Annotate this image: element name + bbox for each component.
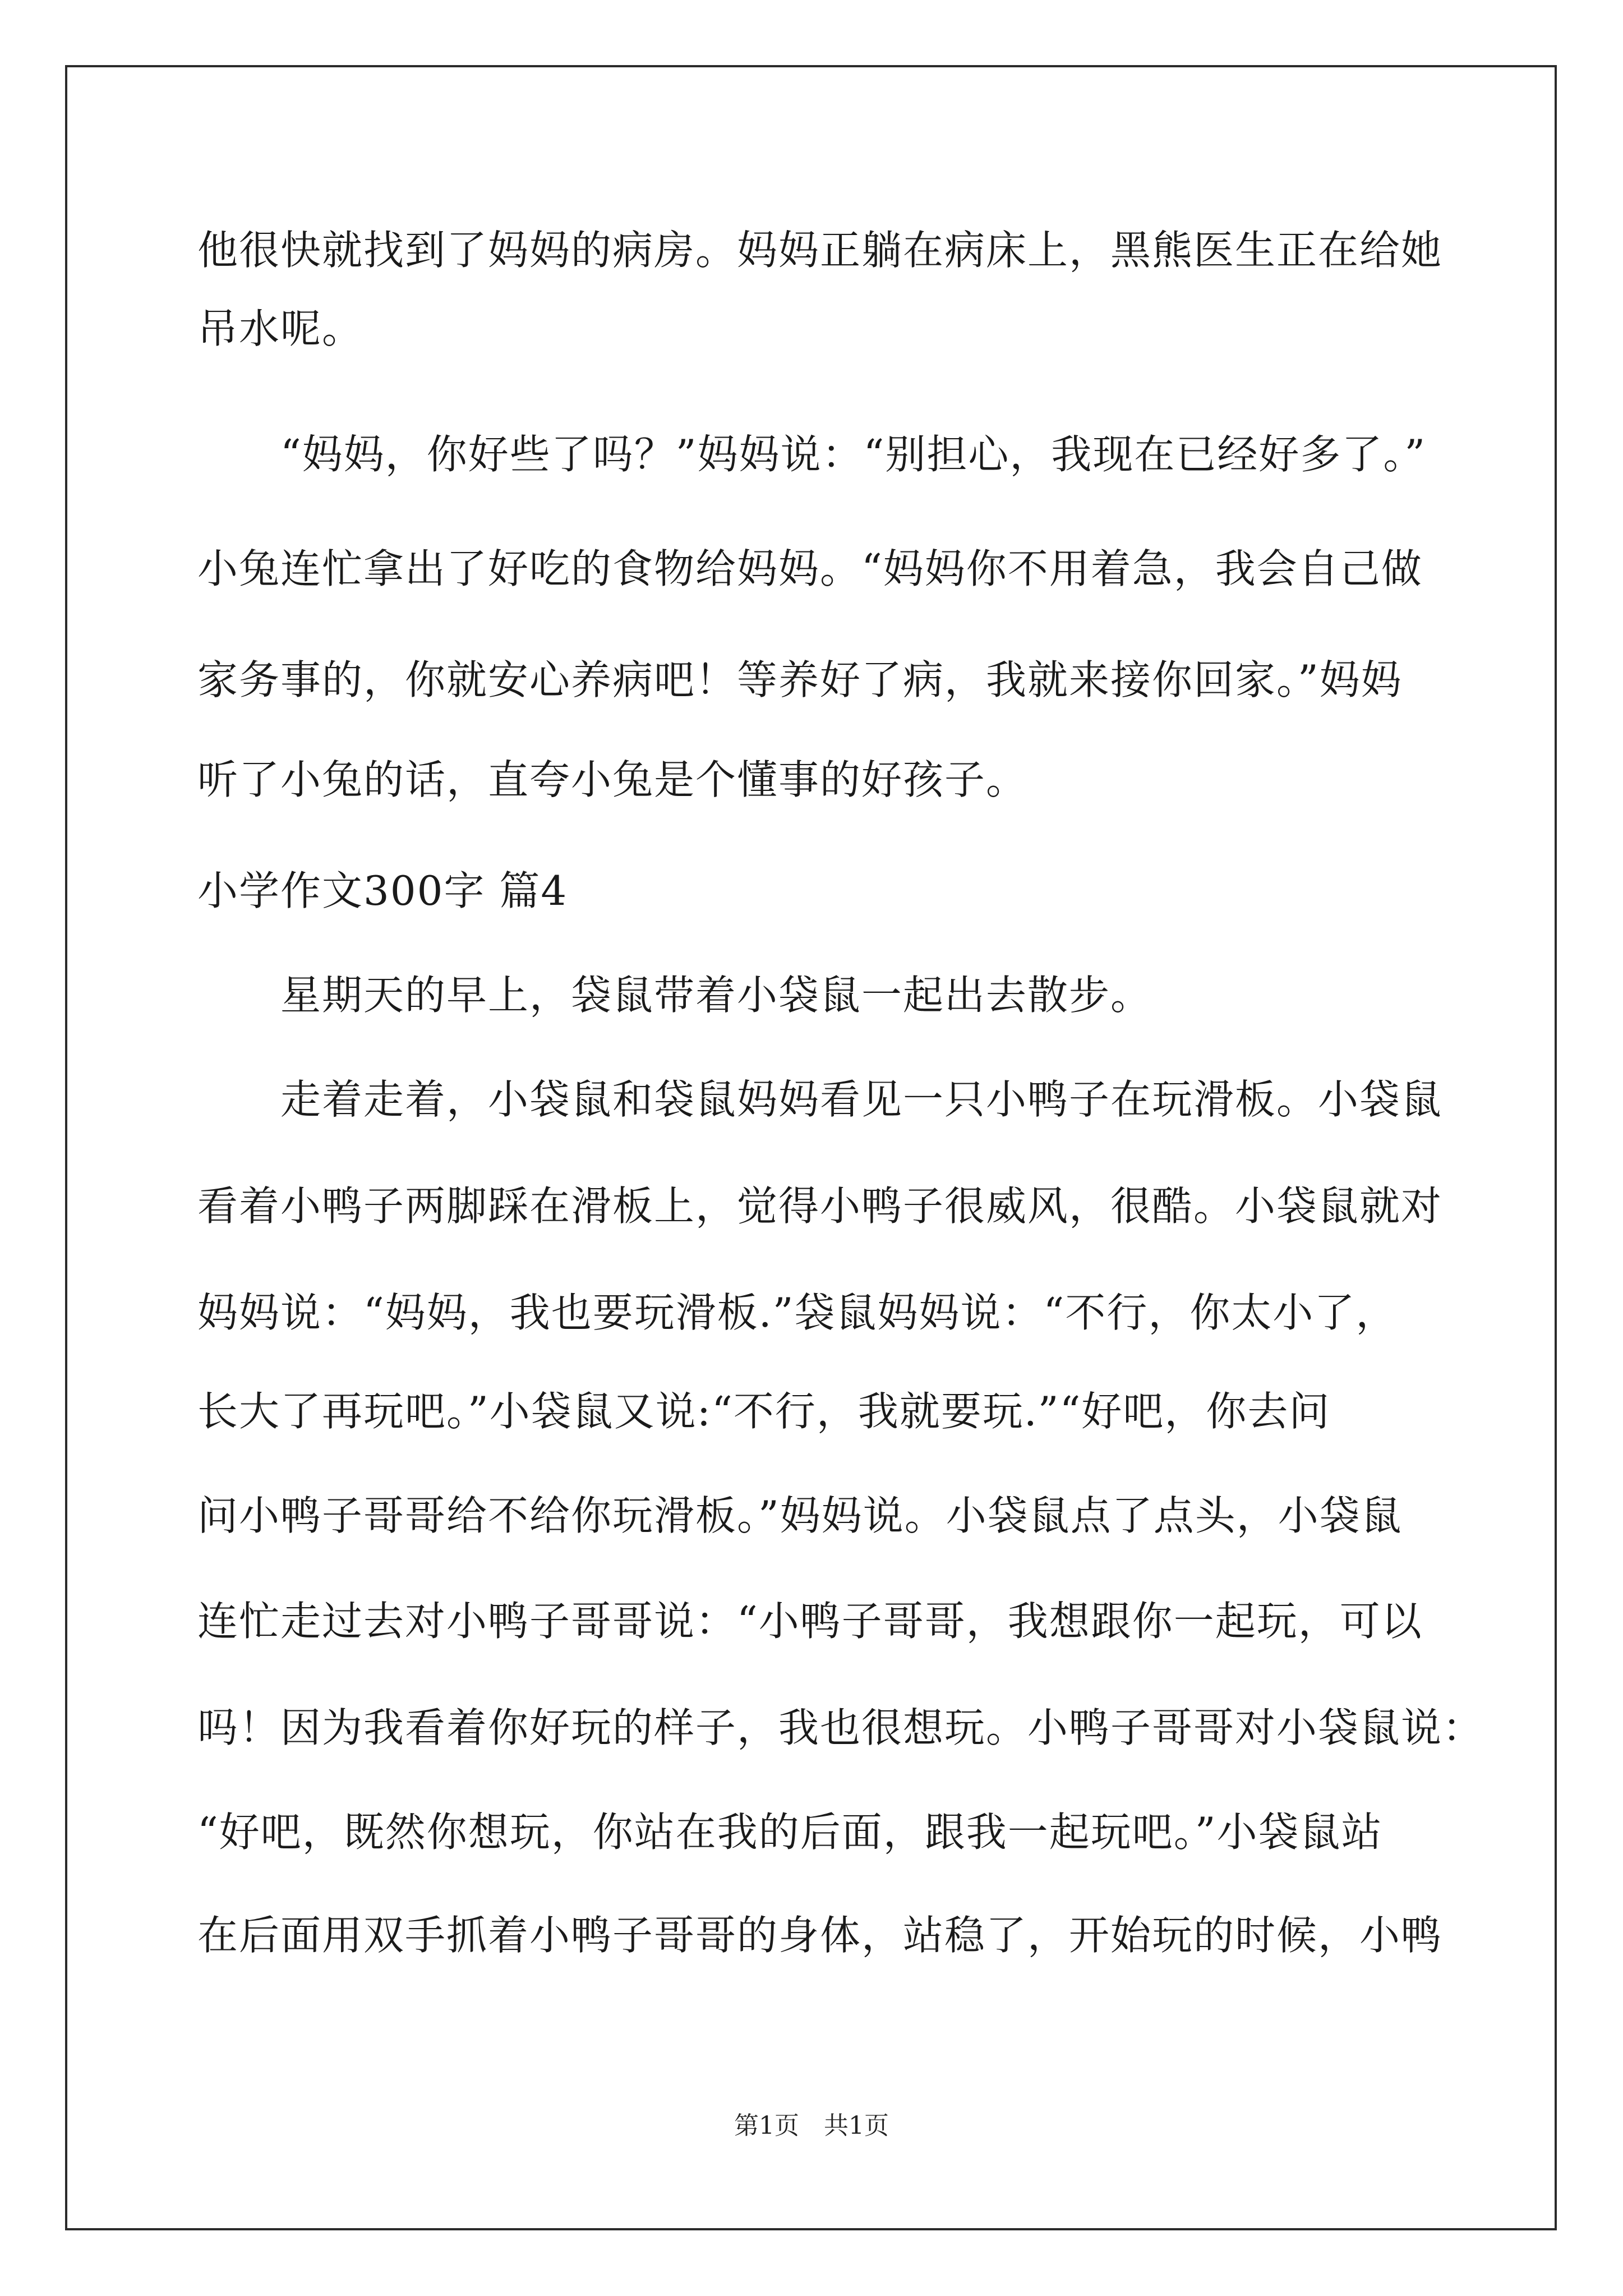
text-line: 看着小鸭子两脚踩在滑板上，觉得小鸭子很威风，很酷。小袋鼠就对: [197, 1182, 1443, 1230]
text-line: 星期天的早上，袋鼠带着小袋鼠一起出去散步。: [280, 972, 1152, 1019]
text-line: “妈妈，你好些了吗？”妈妈说：“别担心，我现在已经好多了。”: [280, 431, 1427, 478]
text-line: 听了小兔的话，直夸小兔是个懂事的好孩子。: [197, 756, 1028, 803]
page-border: [65, 65, 1557, 2230]
text-line: 小兔连忙拿出了好吃的食物给妈妈。“妈妈你不用着急，我会自己做: [197, 545, 1423, 592]
text-line: 家务事的，你就安心养病吧！等养好了病，我就来接你回家。”妈妈: [197, 656, 1403, 703]
text-line: 吗！因为我看着你好玩的样子，我也很想玩。小鸭子哥哥对小袋鼠说：: [197, 1704, 1484, 1751]
text-line: 他很快就找到了妈妈的病房。妈妈正躺在病床上，黑熊医生正在给她: [197, 227, 1443, 274]
page-number: 第1页 共1页: [734, 2111, 889, 2140]
text-line: 长大了再玩吧。”小袋鼠又说:“不行，我就要玩.”“好吧，你去问: [197, 1388, 1331, 1435]
text-line: 连忙走过去对小鸭子哥哥说：“小鸭子哥哥，我想跟你一起玩，可以: [197, 1598, 1423, 1645]
text-line: 吊水呢。: [197, 305, 364, 352]
text-line: 在后面用双手抓着小鸭子哥哥的身体，站稳了，开始玩的时候，小鸭: [197, 1912, 1443, 1959]
text-line: 问小鸭子哥哥给不给你玩滑板。”妈妈说。小袋鼠点了点头，小袋鼠: [197, 1492, 1403, 1539]
text-line: 走着走着，小袋鼠和袋鼠妈妈看见一只小鸭子在玩滑板。小袋鼠: [280, 1076, 1443, 1123]
text-line: 妈妈说：“妈妈，我也要玩滑板.”袋鼠妈妈说：“不行，你太小了，: [197, 1289, 1398, 1336]
text-line: “好吧，既然你想玩，你站在我的后面，跟我一起玩吧。”小袋鼠站: [197, 1809, 1383, 1856]
section-heading: 小学作文300字 篇4: [197, 867, 568, 914]
